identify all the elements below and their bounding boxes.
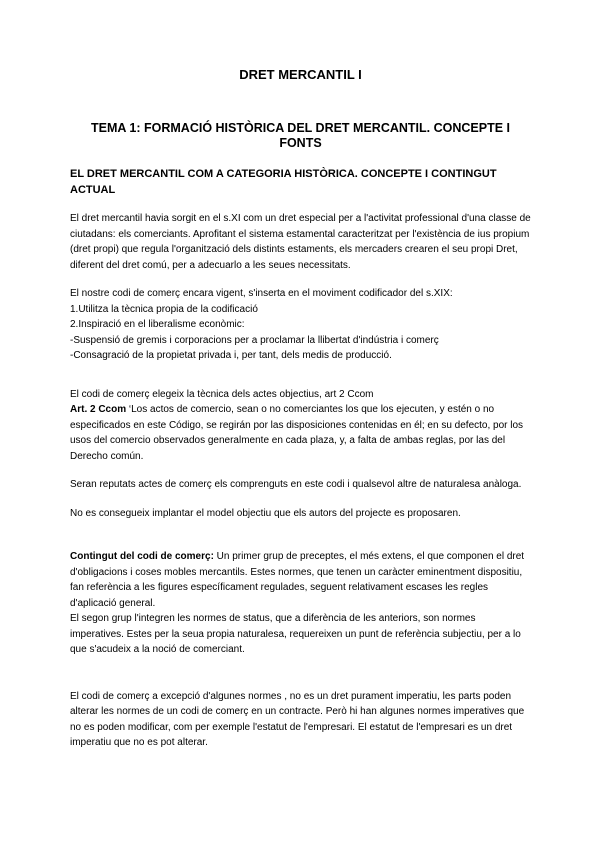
codification-subitem-2: -Consagració de la propietat privada i, per tant, dels medis de producció. — [70, 350, 392, 361]
paragraph-article-2-ccom — [70, 387, 531, 465]
document-title: DRET MERCANTIL I — [239, 67, 362, 82]
article-label: Art. 2 Ccom — [70, 404, 127, 415]
codification-subitem-1: -Suspensió de gremis i corporacions per a proclamar la llibertat d'indústria i comerç — [70, 334, 439, 346]
paragraph-dret-imperatiu: El codi de comerç a excepció d'algunes normes , no es un dret purament imperatiu, les parts poden alterar les normes de un codi de comerç en un contracte. Però hi han algunes normes imperatives que no es poden modificar, com per exemple l'estatut de l'empresari. El estatut de l'empresari es un dret imperatiu que no es pot alterar. — [70, 690, 525, 748]
codification-intro-line: El nostre codi de comerç encara vigent, s'inserta en el moviment codificador del s.XIX: — [70, 288, 453, 299]
paragraph-codification-list — [70, 286, 531, 364]
codification-item-2: 2.Inspiració en el liberalisme econòmic: — [70, 319, 245, 330]
contingut-label: Contingut del codi de comerç: — [70, 551, 214, 562]
paragraph-actes-reputats: Seran reputats actes de comerç els comprenguts en este codi i qualsevol altre de naturalesa anàloga. — [70, 479, 522, 490]
codification-item-1: 1.Utilitza la tècnica propia de la codificació — [70, 303, 258, 315]
section-heading: EL DRET MERCANTIL COM A CATEGORIA HISTÒRICA. CONCEPTE I CONTINGUT ACTUAL — [70, 168, 497, 196]
contingut-first-group — [70, 551, 524, 609]
paragraph-contingut-codi — [70, 549, 531, 658]
contingut-second-group: El segon grup l'integren les normes de status, que a diferència de les anteriors, son normes imperatives. Estes per la seua propia naturalesa, requereixen un punt de referència subjectiu, per a lo que s'acudeix a la noció de comerciant. — [70, 613, 521, 655]
paragraph-historical-origin: El dret mercantil havia sorgit en el s.XI com un dret especial per a l'activitat professional d'una classe de ciutadans: els comerciants. Aprofitant el sistema estamental caracteritzat per l'existència de ius propium (dret propi) que regula l'organització dels distints estaments, els mercaders crearen el seu propi Dret, diferent del dret comú, per a adecuarlo a les seues necessitats. — [70, 213, 531, 271]
contingut-text-1: Un primer grup de preceptes, el més extens, el que componen el dret d'obligacions i coses mobles mercantils. Estes normes, que tenen un caràcter eminentment dispositiu, fan referència a les figures específicament regulades, seguent relativament escases les regles d'aplicació general. — [70, 551, 525, 609]
paragraph-model-objectiu: No es consegueix implantar el model objectiu que els autors del projecte es proposaren. — [70, 507, 461, 519]
tema-heading: TEMA 1: FORMACIÓ HISTÒRICA DEL DRET MERCANTIL. CONCEPTE I FONTS — [91, 121, 510, 150]
article-quote-text: ‘Los actos de comercio, sean o no comerciantes los que los ejecuten, y estén o no especificados en este Código, se regirán por las disposiciones contenidas en él; en su defecto, por los usos del comercio observados generalmente en cada plaza, y, a falta de ambas reglas, por las del Derecho común. — [70, 404, 524, 462]
article-intro-line: El codi de comerç elegeix la tècnica dels actes objectius, art 2 Ccom — [70, 388, 374, 400]
article-quote-block — [70, 404, 523, 462]
